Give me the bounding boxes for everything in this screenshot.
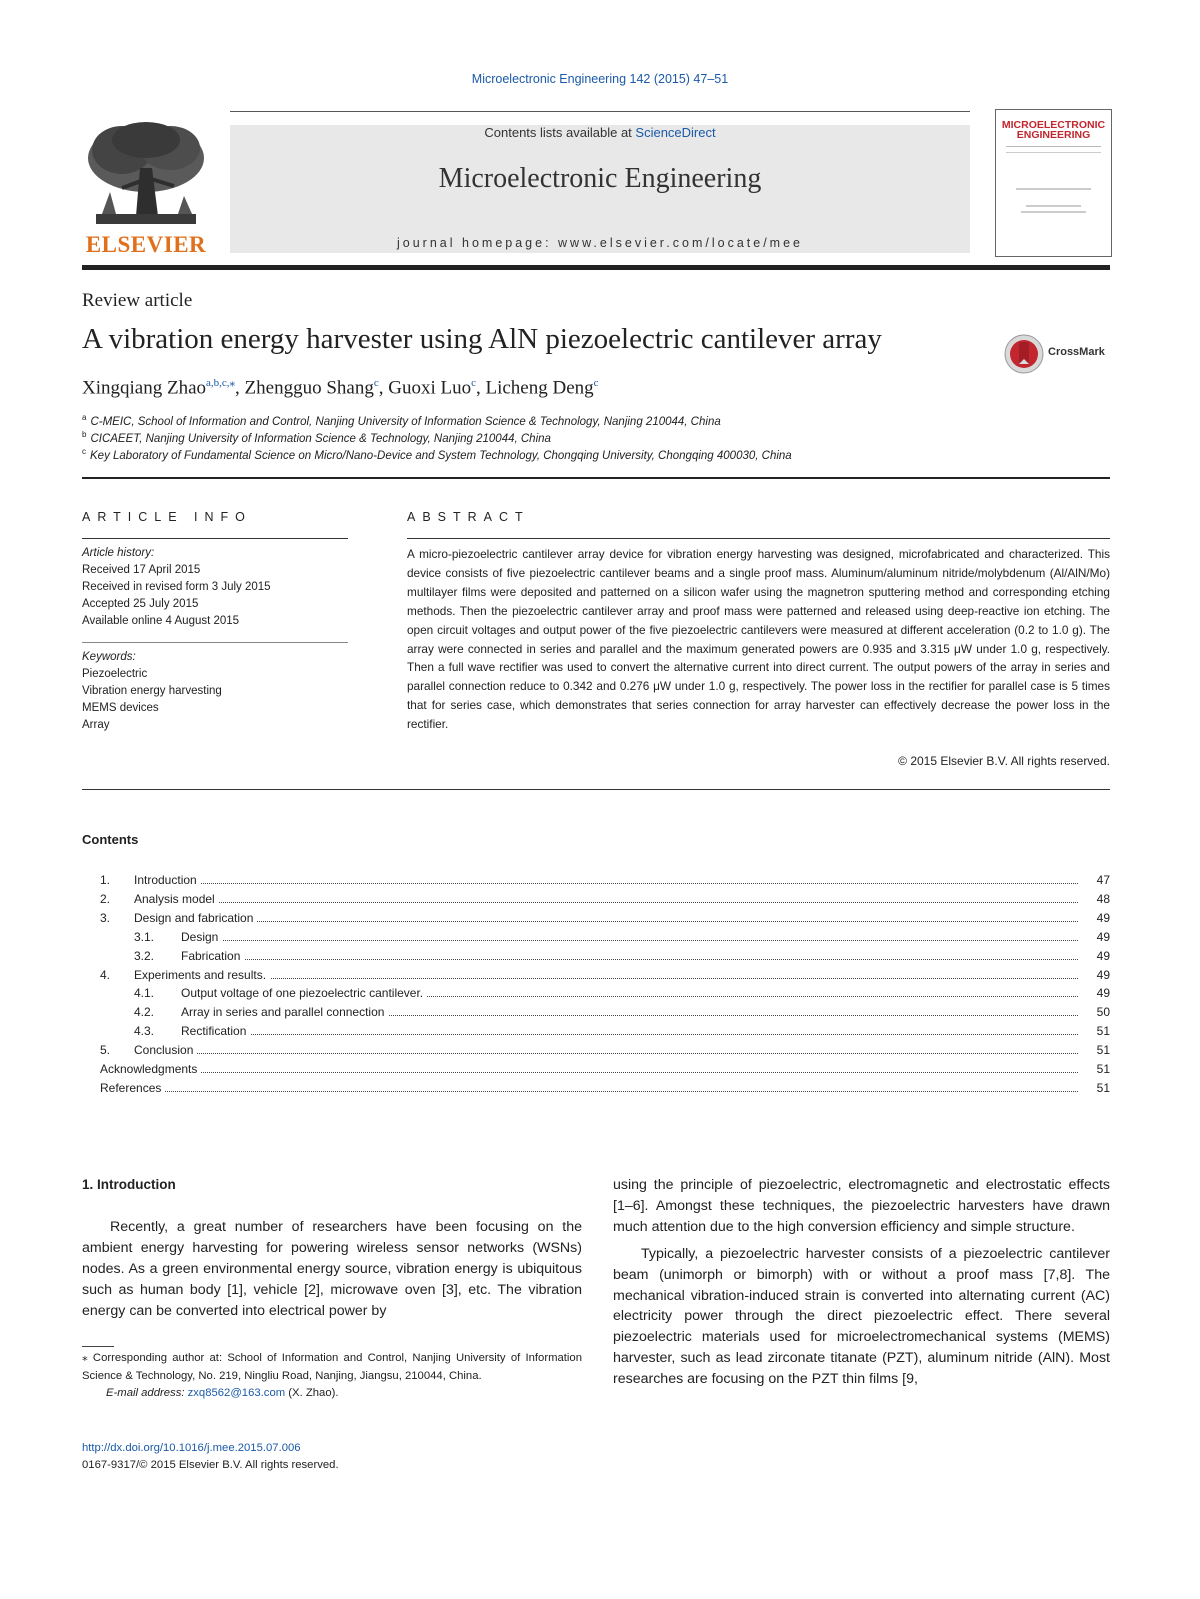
email-link[interactable]: zxq8562@163.com [187, 1387, 286, 1399]
footnote-rule [82, 1346, 114, 1347]
crossmark-label: CrossMark [1048, 346, 1105, 358]
toc-number: 3. [100, 910, 111, 925]
cover-title [996, 120, 1111, 140]
body-paragraph: Typically, a piezoelectric harvester consists of a piezoelectric cantilever beam (unimorph or bimorph) with or without a proof mass [7,8]. The mechanical vibration-induced strain is converted into alternating current (AC) electricity power through the direct piezoelectric effect. There several piezoelectric materials used for microelectromechanical systems (MEMS) harvester, such as lead zirconate titanate (PZT), aluminum nitride (AlN). Most researches are focusing on the PZT thin films [9, [613, 1245, 1110, 1388]
author-list: Xingqiang Zhao$^{a,b,c,⁎}$, Zhengguo Shang$^c$, Guoxi Luo$^c$, Licheng Deng$^c$ [82, 377, 599, 399]
contents-heading: Contents [82, 832, 139, 847]
abstract-text: A micro-piezoelectric cantilever array device for vibration energy harvesting was designed, microfabricated and characterized. This device consists of five piezoelectric cantilever beams and a single proof mass. Aluminum/aluminum nitride/molybdenum (Al/AlN/Mo) multilayer films were deposited and patterned on a silicon wafer using the magnetron sputtering method and corresponding etching methods. Then the piezoelectric cantilever array and proof mass were patterned and released using deep-reactive ion etching. The open circuit voltages and output power of the five piezoelectric cantilevers were measured at different acceleration (0.2 to 1.0 g). The array were connected in series and parallel and the maximum generated powers are 0.935 and 3.315 μW under 1.0 g, respectively. Then a full wave rectifier was used to convert the alternative current into direct current. The output powers of the array in series and parallel connection reduce to 0.342 and 0.276 μW under 1.0 g, respectively. The power loss in the rectifier for parallel case is 5 times that for series case, which demonstrates that series connection for array harvester can effectively decrease the power loss in the rectifier. [407, 547, 1110, 732]
issn-copyright: 0167-9317/© 2015 Elsevier B.V. All rights reserved. [82, 1459, 339, 1471]
abstract-heading: ABSTRACT [407, 510, 530, 524]
affiliation-rule [82, 477, 1110, 479]
toc-page: 49 [1096, 986, 1110, 1001]
homepage-prefix: journal homepage: [397, 236, 559, 250]
doi-link[interactable]: http://dx.doi.org/10.1016/j.mee.2015.07.006 [82, 1442, 301, 1454]
history-accepted: Accepted 25 July 2015 [82, 598, 199, 610]
journal-cover-thumbnail [995, 109, 1112, 257]
sciencedirect-link[interactable]: ScienceDirect [635, 125, 716, 140]
email-label: E-mail address: [106, 1387, 188, 1399]
toc-row[interactable] [82, 986, 1110, 1004]
toc-page: 51 [1096, 1043, 1110, 1058]
toc-leader [134, 921, 1078, 922]
cover-line [1021, 211, 1086, 213]
toc-label[interactable]: Output voltage of one piezoelectric cantilever. [181, 986, 427, 1000]
section-heading-introduction: 1. Introduction [82, 1177, 176, 1192]
cover-line [1026, 205, 1081, 207]
author-affil-marks[interactable]: c [471, 377, 476, 389]
author-affil-marks[interactable]: c [373, 377, 379, 389]
toc-label[interactable]: Design and fabrication [134, 911, 257, 925]
footnote-email-line: E-mail address: zxq8562@163.com (X. Zhao). [106, 1387, 339, 1399]
toc-label[interactable]: Design [181, 930, 222, 944]
toc-label[interactable]: Array in series and parallel connection [181, 1005, 388, 1019]
toc-page: 49 [1096, 929, 1110, 944]
article-history [82, 545, 271, 630]
toc-row[interactable] [82, 1005, 1110, 1023]
toc-label[interactable]: References [100, 1081, 165, 1095]
toc-number: 4.1. [134, 986, 155, 1001]
author-affil-marks[interactable]: a,b,c,⁎ [206, 377, 236, 389]
toc-leader [181, 1034, 1078, 1035]
toc-leader [134, 902, 1078, 903]
cover-title-line2: ENGINEERING [1016, 129, 1091, 141]
article-info-rule [82, 538, 348, 539]
corresponding-author-footnote: ⁎ Corresponding author at: School of Information and Control, Nanjing University of Information Science & Technology, No. 219, Ningliu Road, Nanjing, Jiangsu, 210044, China. E-mail address: zxq8562@163.com (X. Zhao). [82, 1350, 582, 1403]
toc-leader [181, 940, 1078, 941]
toc-row[interactable] [82, 968, 1110, 986]
cover-line [1006, 146, 1101, 147]
body-paragraph: using the principle of piezoelectric, electromagnetic and electrostatic effects [1–6]. Amongst these techniques, the piezoelectric harvesters have drawn much attention due to the high conversion efficiency and simple structure. [613, 1177, 1110, 1235]
abstract-bottom-rule [82, 789, 1110, 790]
keyword-item: Piezoelectric [82, 668, 148, 680]
author-affil-marks[interactable]: c [593, 377, 599, 389]
toc-row[interactable] [82, 911, 1110, 929]
toc-label[interactable]: Rectification [181, 1024, 250, 1038]
toc-row[interactable] [82, 1081, 1110, 1099]
toc-number: 3.2. [134, 948, 155, 963]
affiliation: $^c$ Key Laboratory of Fundamental Science on Micro/Nano-Device and System Technology, Chongqing University, Chongqing 400030, China [82, 447, 792, 462]
toc-number: 4. [100, 967, 111, 982]
toc-page: 51 [1096, 1024, 1110, 1039]
keyword-item: Vibration energy harvesting [82, 685, 222, 697]
keywords [82, 649, 222, 734]
toc-label[interactable]: Conclusion [134, 1043, 197, 1057]
toc-label[interactable]: Fabrication [181, 949, 244, 963]
toc-page: 49 [1096, 910, 1110, 925]
abstract-rule [407, 538, 1110, 539]
keyword-item: MEMS devices [82, 702, 159, 714]
toc-page: 51 [1096, 1062, 1110, 1076]
keywords-rule [82, 642, 348, 643]
cover-line [1006, 152, 1101, 153]
body-paragraph: Recently, a great number of researchers have been focusing on the ambient energy harvesting for powering wireless sensor networks (WSNs) nodes. As a green environmental energy source, vibration energy is ubiquitous such as human body [1], vehicle [2], microwave oven [3], etc. The vibration energy can be converted into electrical power by [82, 1219, 582, 1319]
toc-page: 47 [1096, 873, 1110, 887]
tree-icon [82, 118, 210, 230]
toc-page: 49 [1096, 948, 1110, 963]
toc-number: 1. [100, 873, 111, 887]
crossmark-icon [1004, 334, 1044, 374]
keywords-heading: Keywords: [82, 651, 136, 663]
toc-row[interactable] [82, 1062, 1110, 1080]
history-online: Available online 4 August 2015 [82, 615, 240, 627]
journal-citation[interactable]: Microelectronic Engineering 142 (2015) 47–51 [471, 72, 729, 86]
author-name[interactable]: Licheng Deng [485, 377, 594, 399]
toc-label[interactable]: Experiments and results. [134, 968, 270, 982]
toc-label[interactable]: Acknowledgments [100, 1062, 201, 1076]
author-name[interactable]: Zhengguo Shang [244, 377, 374, 399]
footnote-text: Corresponding author at: School of Information and Control, Nanjing University of Information Science & Technology, No. 219, Ningliu Road, Nanjing, Jiangsu, 210044, China. [82, 1352, 582, 1382]
cover-title-line1: MICROELECTRONIC [1001, 119, 1106, 131]
toc-number: 4.2. [134, 1005, 155, 1020]
toc-label[interactable]: Analysis model [134, 892, 219, 906]
toc-label[interactable]: Introduction [134, 873, 201, 887]
history-received: Received 17 April 2015 [82, 564, 201, 576]
toc-number: 3.1. [134, 929, 155, 944]
toc-row[interactable] [82, 1024, 1110, 1042]
abstract-copyright: © 2015 Elsevier B.V. All rights reserved. [898, 754, 1110, 768]
author-name[interactable]: Xingqiang Zhao [82, 377, 207, 399]
toc-leader [100, 1072, 1078, 1073]
article-info-heading: ARTICLE INFO [82, 510, 252, 524]
contents-available-line [230, 125, 970, 140]
history-revised: Received in revised form 3 July 2015 [82, 581, 271, 593]
body-left-column [82, 1217, 582, 1322]
history-heading: Article history: [82, 547, 155, 559]
journal-name: Microelectronic Engineering [438, 163, 762, 194]
toc-row[interactable] [82, 892, 1110, 910]
toc-page: 51 [1096, 1080, 1110, 1095]
toc-page: 49 [1096, 967, 1110, 982]
toc-row[interactable] [82, 930, 1110, 948]
keyword-item: Array [82, 719, 110, 731]
journal-homepage [230, 236, 970, 250]
homepage-link[interactable]: www.elsevier.com/locate/mee [558, 236, 803, 250]
toc-number: 5. [100, 1043, 111, 1058]
header-rule-top [230, 111, 970, 112]
toc-row[interactable] [82, 949, 1110, 967]
toc-leader [181, 959, 1078, 960]
toc-leader [134, 1053, 1078, 1054]
toc-page: 50 [1096, 1005, 1110, 1020]
toc-row[interactable] [82, 1043, 1110, 1061]
header-rule-bottom [82, 265, 1110, 270]
elsevier-logo-text: ELSEVIER [85, 232, 207, 257]
toc-number: 2. [100, 891, 111, 906]
toc-leader [134, 978, 1078, 979]
article-type: Review article [82, 290, 193, 311]
toc-leader [100, 1091, 1078, 1092]
crossmark-button[interactable] [1004, 334, 1144, 374]
toc-number: 4.3. [134, 1024, 155, 1039]
article-title: A vibration energy harvester using AlN piezoelectric cantilever array [82, 323, 882, 355]
affiliation: $^a$ C-MEIC, School of Information and Control, Nanjing University of Information Science & Technology, Nanjing 210044, China [82, 413, 721, 428]
cover-line [1016, 188, 1091, 190]
contents-prefix: Contents lists available at [484, 125, 636, 140]
body-right-column [613, 1175, 1110, 1390]
affiliation: $^b$ CICAEET, Nanjing University of Information Science & Technology, Nanjing 210044, China [82, 430, 551, 445]
toc-page: 48 [1096, 891, 1110, 906]
toc-row[interactable] [82, 873, 1110, 891]
author-name[interactable]: Guoxi Luo [388, 377, 472, 399]
toc-leader [134, 883, 1078, 884]
